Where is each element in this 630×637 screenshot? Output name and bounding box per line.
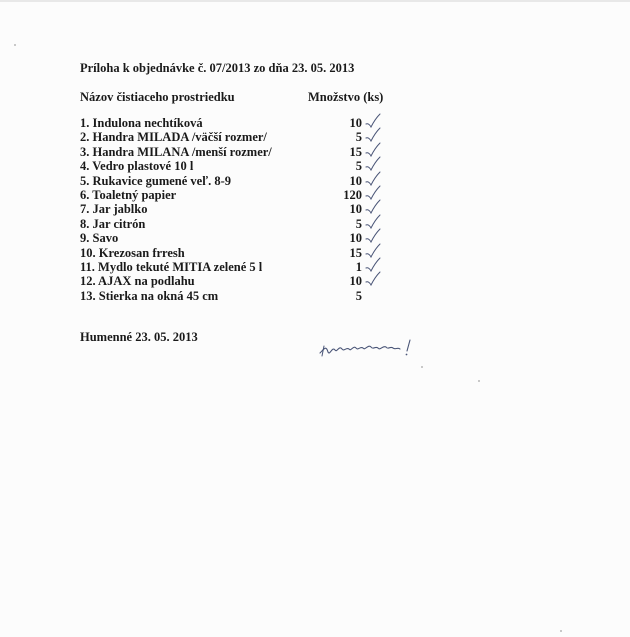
list-item	[80, 159, 400, 173]
item-quantity: 5	[355, 216, 362, 231]
item-name: 5. Rukavice gumené veľ. 8-9	[80, 173, 231, 188]
item-quantity: 15	[349, 144, 362, 159]
item-name: 2. Handra MILADA /väčší rozmer/	[80, 130, 267, 145]
list-item	[80, 188, 400, 202]
item-quantity: 10	[349, 173, 362, 188]
item-name: 12. AJAX na podlahu	[80, 274, 195, 289]
list-item	[80, 231, 400, 245]
item-quantity: 1	[355, 259, 362, 274]
item-quantity: 5	[355, 288, 362, 303]
item-name: 3. Handra MILANA /menší rozmer/	[80, 144, 272, 159]
item-list	[80, 116, 400, 303]
item-quantity: 5	[355, 130, 362, 145]
item-quantity: 10	[349, 202, 362, 217]
list-item	[80, 217, 400, 231]
scan-speck	[478, 380, 480, 382]
list-item	[80, 289, 400, 303]
item-name: 6. Toaletný papier	[80, 187, 177, 202]
list-item	[80, 130, 400, 144]
handwritten-signature	[318, 336, 418, 360]
list-item	[80, 246, 400, 260]
list-item	[80, 174, 400, 188]
scan-speck	[560, 630, 562, 632]
list-item	[80, 260, 400, 274]
item-name: 11. Mydlo tekuté MITIA zelené 5 l	[80, 259, 263, 274]
list-item	[80, 116, 400, 130]
place-and-date: Humenné 23. 05. 2013	[80, 330, 198, 344]
item-quantity: 10	[349, 231, 362, 246]
list-item	[80, 274, 400, 288]
scan-edge	[0, 0, 630, 2]
item-quantity: 120	[343, 187, 362, 202]
item-name: 7. Jar jablko	[80, 202, 148, 217]
item-quantity: 10	[349, 274, 362, 289]
scan-speck	[14, 44, 16, 46]
item-name: 8. Jar citrón	[80, 216, 146, 231]
item-name: 4. Vedro plastové 10 l	[80, 159, 194, 174]
item-name: 9. Savo	[80, 231, 119, 246]
item-quantity: 15	[349, 245, 362, 260]
item-name: 13. Stierka na okná 45 cm	[80, 288, 219, 303]
scan-speck	[421, 366, 423, 368]
column-header-name: Názov čistiaceho prostriedku	[80, 90, 235, 104]
item-quantity: 10	[349, 116, 362, 130]
list-item	[80, 202, 400, 216]
column-header-quantity: Množstvo (ks)	[308, 90, 384, 104]
list-item	[80, 145, 400, 159]
item-name: 10. Krezosan frresh	[80, 245, 185, 260]
document-title: Príloha k objednávke č. 07/2013 zo dňa 23. 05. 2013	[80, 61, 355, 75]
checkmark-icon	[365, 270, 381, 286]
item-name: 1. Indulona nechtíková	[80, 116, 203, 130]
item-quantity: 5	[355, 159, 362, 174]
